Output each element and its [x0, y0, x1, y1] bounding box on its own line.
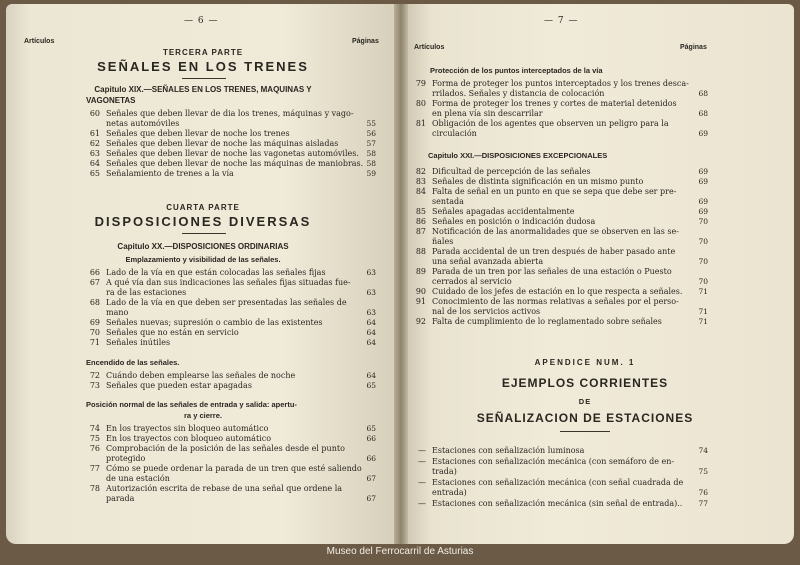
toc-entry-text: Señales que deben llevar de dia los trenes, máquinas y vago-: [106, 109, 354, 118]
page-number: — 6 —: [184, 16, 219, 26]
divider: [182, 78, 226, 79]
toc-entry-number: 80: [415, 99, 426, 108]
toc-entry-text: Autorización escrita de rebase de una señal que ordene la: [106, 484, 343, 493]
toc-entry-number: 73: [89, 381, 100, 390]
toc-entry-page: 69: [698, 167, 708, 176]
toc-entry: [82, 444, 376, 464]
section-heading: Posición normal de las señales de entrada y salida: apertu-: [86, 400, 297, 409]
toc-entry-page: 71: [698, 307, 708, 316]
book-spread: [6, 4, 794, 544]
toc-entry-number: 77: [89, 464, 100, 473]
col-header-paginas: Páginas: [680, 44, 707, 51]
toc-entry: [82, 169, 376, 179]
toc-entry-number: 65: [89, 169, 100, 178]
toc-entry-text-cont: una señal avanzada abierta: [432, 257, 544, 266]
toc-entry-text-cont: ñales: [432, 237, 454, 246]
toc-entry-number: —: [418, 499, 426, 508]
toc-entry-text-cont: parada: [106, 494, 135, 503]
toc-entry-text: Señales que no están en servicio: [106, 328, 239, 337]
toc-entry-text-cont: rrilados. Señales y distancia de colocación: [432, 89, 605, 98]
toc-entry-page: 66: [366, 434, 376, 443]
toc-entry-number: 89: [415, 267, 426, 276]
toc-entry: [82, 278, 376, 298]
toc-entry: [82, 434, 376, 444]
toc-entry-text-cont: en plena vía sin descarrilar: [432, 109, 543, 118]
toc-entry-text-cont: netas automóviles: [106, 119, 180, 128]
toc-entry-text: Falta de cumplimiento de lo reglamentado sobre señales: [432, 317, 662, 326]
toc-entry-text: Estaciones con señalización mecánica (con semáforo de en-: [432, 457, 675, 466]
toc-entry-number: 72: [89, 371, 100, 380]
toc-entry-number: 71: [89, 338, 100, 347]
toc-entry-text: Estaciones con señalización mecánica (con señal cuadrada de: [432, 478, 684, 487]
toc-entry-page: 55: [366, 119, 376, 128]
toc-entry: [408, 267, 708, 287]
toc-entry: [408, 167, 708, 177]
appendix-title: EJEMPLOS CORRIENTES: [501, 376, 669, 390]
toc-entry-text-cont: ra de las estaciones: [106, 288, 187, 297]
toc-entry-number: 64: [89, 159, 100, 168]
toc-entry-number: —: [418, 478, 426, 487]
toc-entry-page: 69: [698, 207, 708, 216]
toc-entry-text: Señales que pueden estar apagadas: [106, 381, 252, 390]
toc-entry-number: 86: [415, 217, 426, 226]
toc-entry-number: 92: [415, 317, 426, 326]
book-gutter: [394, 4, 408, 544]
toc-entry-text-cont: de una estación: [106, 474, 170, 483]
divider: [182, 233, 226, 234]
toc-entry-text-cont: trada): [432, 467, 457, 476]
toc-entry: [408, 227, 708, 247]
toc-entry-number: 67: [89, 278, 100, 287]
toc-entry: [408, 287, 708, 297]
toc-entry-text-cont: circulación: [432, 129, 477, 138]
toc-entry-text: A qué vía dan sus indicaciones las señales fijas situadas fue-: [106, 278, 351, 287]
toc-entry-page: 68: [698, 89, 708, 98]
section-heading: Protección de los puntos interceptados de la vía: [430, 66, 603, 75]
toc-entry-number: 90: [415, 287, 426, 296]
toc-entry: [82, 381, 376, 391]
toc-entry: [408, 478, 708, 498]
toc-entry-number: —: [418, 446, 426, 455]
toc-entry-page: 58: [366, 149, 376, 158]
toc-entry-page: 64: [366, 318, 376, 327]
toc-entry-number: —: [418, 457, 426, 466]
appendix-label: APENDICE NUM. 1: [534, 358, 636, 367]
toc-entry: [82, 338, 376, 348]
toc-entry: [82, 159, 376, 169]
toc-entry-text: Estaciones con señalización luminosa: [432, 446, 585, 455]
toc-entry-number: 74: [89, 424, 100, 433]
toc-entry-number: 76: [89, 444, 100, 453]
toc-entry: [82, 109, 376, 129]
toc-entry-page: 66: [366, 454, 376, 463]
toc-entry-page: 59: [366, 169, 376, 178]
toc-entry: [82, 149, 376, 159]
toc-entry-text: Señales apagadas accidentalmente: [432, 207, 575, 216]
toc-entry-number: 82: [415, 167, 426, 176]
toc-entry: [82, 464, 376, 484]
toc-entry-number: 79: [415, 79, 426, 88]
toc-entry-page: 63: [366, 268, 376, 277]
toc-entry: [408, 99, 708, 119]
toc-entry: [408, 446, 708, 456]
toc-entry-text-cont: protegido: [106, 454, 146, 463]
toc-entry-text: Parada accidental de un tren después de haber pasado ante: [432, 247, 676, 256]
toc-entry-number: 61: [89, 129, 100, 138]
toc-entry: [82, 298, 376, 318]
toc-entry-text: Forma de proteger los puntos interceptados y los trenes desca-: [432, 79, 689, 88]
col-header-articulos: Artículos: [24, 38, 55, 45]
toc-entry-number: 78: [89, 484, 100, 493]
toc-entry: [82, 424, 376, 434]
toc-entry-text: Señales que deben llevar de noche los trenes: [106, 129, 290, 138]
toc-entry: [408, 499, 708, 509]
toc-entry-number: 81: [415, 119, 426, 128]
toc-entry-text-cont: entrada): [432, 488, 467, 497]
toc-entry-number: 88: [415, 247, 426, 256]
part-title: DISPOSICIONES DIVERSAS: [94, 214, 312, 229]
toc-entry-text: Lado de la vía en que deben ser presentadas las señales de: [106, 298, 347, 307]
toc-entry-text: Parada de un tren por las señales de una estación o Puesto: [432, 267, 672, 276]
toc-entry: [408, 119, 708, 139]
toc-entry-page: 68: [698, 109, 708, 118]
toc-entry-text: Señales en posición o indicación dudosa: [432, 217, 596, 226]
toc-entry-text: Señales que deben llevar de noche las máquinas de maniobras.: [106, 159, 364, 168]
toc-entry-text: Cómo se puede ordenar la parada de un tren que esté saliendo: [106, 464, 362, 473]
toc-entry-number: 68: [89, 298, 100, 307]
page-number: — 7 —: [544, 16, 579, 26]
toc-entry: [82, 129, 376, 139]
toc-entry-page: 70: [698, 217, 708, 226]
toc-entry-number: 69: [89, 318, 100, 327]
toc-entry-page: 64: [366, 338, 376, 347]
toc-entry-text: Falta de señal en un punto en que se sepa que debe ser pre-: [432, 187, 677, 196]
toc-entry-page: 71: [698, 317, 708, 326]
toc-entry: [82, 318, 376, 328]
toc-entry-number: 63: [89, 149, 100, 158]
part-label: CUARTA PARTE: [166, 203, 240, 212]
toc-entry-page: 69: [698, 129, 708, 138]
toc-entry: [408, 207, 708, 217]
chapter-heading: Capitulo XXI.—DISPOSICIONES EXCEPCIONALES: [428, 151, 608, 160]
toc-entry-page: 69: [698, 197, 708, 206]
toc-entry-text: Estaciones con señalización mecánica (sin señal de entrada)..: [432, 499, 683, 508]
toc-entry-page: 70: [698, 277, 708, 286]
col-header-articulos: Artículos: [414, 44, 445, 51]
toc-entry: [408, 247, 708, 267]
toc-entry: [408, 217, 708, 227]
toc-entry-text-cont: nal de los servicios activos: [432, 307, 541, 316]
toc-entry-text: En los trayectos con bloqueo automático: [106, 434, 272, 443]
section-heading-cont: ra y cierre.: [184, 411, 222, 420]
toc-entry-text: Lado de la vía en que están colocadas las señales fijas: [106, 268, 326, 277]
toc-entry-page: 67: [366, 494, 376, 503]
toc-entry-number: 84: [415, 187, 426, 196]
toc-entry-text: Señales inútiles: [106, 338, 171, 347]
right-page: [400, 4, 794, 544]
watermark-text: Museo del Ferrocarril de Asturias: [326, 546, 474, 557]
toc-entry: [408, 457, 708, 477]
toc-entry-text-cont: cerrados al servicio: [432, 277, 512, 286]
toc-entry-page: 56: [366, 129, 376, 138]
toc-entry-page: 64: [366, 371, 376, 380]
toc-entry-page: 65: [366, 424, 376, 433]
toc-entry-number: 66: [89, 268, 100, 277]
toc-entry: [82, 484, 376, 504]
chapter-heading-cont: VAGONETAS: [86, 96, 136, 105]
toc-entry-page: 57: [366, 139, 376, 148]
toc-entry-number: 87: [415, 227, 426, 236]
toc-entry-number: 85: [415, 207, 426, 216]
toc-entry: [82, 328, 376, 338]
toc-entry-text: En los trayectos sin bloqueo automático: [106, 424, 269, 433]
toc-entry-number: 62: [89, 139, 100, 148]
section-heading: Emplazamiento y visibilidad de las señales.: [125, 255, 281, 264]
section-heading: Encendido de las señales.: [86, 358, 180, 367]
toc-entry-text: Comprobación de la posición de las señales desde el punto: [106, 444, 345, 453]
toc-entry-number: 70: [89, 328, 100, 337]
chapter-heading: Capitulo XX.—DISPOSICIONES ORDINARIAS: [117, 242, 289, 251]
appendix-subtitle: SEÑALIZACION DE ESTACIONES: [476, 411, 694, 425]
toc-entry-number: 60: [89, 109, 100, 118]
toc-entry-text: Señales que deben llevar de noche las vagonetas automóviles.: [106, 149, 359, 158]
toc-entry: [408, 297, 708, 317]
toc-entry-text: Señales nuevas; supresión o cambio de las existentes: [106, 318, 323, 327]
toc-entry-page: 71: [698, 287, 708, 296]
toc-entry-text: Señales que deben llevar de noche las máquinas aisladas: [106, 139, 339, 148]
appendix-de: DE: [578, 397, 592, 406]
toc-entry-page: 76: [698, 488, 708, 497]
toc-entry-number: 75: [89, 434, 100, 443]
toc-entry-text-cont: mano: [106, 308, 129, 317]
toc-entry-text: Señalamiento de trenes a la vía: [106, 169, 234, 178]
toc-entry-page: 70: [698, 257, 708, 266]
toc-entry-text: Cuidado de los jefes de estación en lo que respecta a señales.: [432, 287, 683, 296]
toc-entry: [408, 317, 708, 327]
toc-entry-text: Cuándo deben emplearse las señales de noche: [106, 371, 296, 380]
toc-entry: [408, 177, 708, 187]
chapter-heading: Capitulo XIX.—SEÑALES EN LOS TRENES, MAQUINAS Y: [94, 85, 312, 94]
toc-entry-page: 74: [698, 446, 708, 455]
toc-entry-page: 67: [366, 474, 376, 483]
toc-entry-text: Conocimiento de las normas relativas a señales por el perso-: [432, 297, 679, 306]
part-title: SEÑALES EN LOS TRENES: [97, 59, 309, 74]
toc-entry-page: 77: [698, 499, 708, 508]
toc-entry-number: 83: [415, 177, 426, 186]
divider: [560, 431, 610, 432]
toc-entry: [408, 187, 708, 207]
part-label: TERCERA PARTE: [162, 48, 244, 57]
toc-entry-page: 58: [366, 159, 376, 168]
col-header-paginas: Páginas: [352, 38, 379, 45]
toc-entry: [408, 79, 708, 99]
toc-entry: [82, 268, 376, 278]
toc-entry-text-cont: sentada: [432, 197, 464, 206]
toc-entry: [82, 139, 376, 149]
toc-entry-text: Notificación de las anormalidades que se observen en las se-: [432, 227, 679, 236]
toc-entry-page: 69: [698, 177, 708, 186]
toc-entry-page: 63: [366, 308, 376, 317]
toc-entry-text: Dificultad de percepción de las señales: [432, 167, 591, 176]
toc-entry-page: 75: [698, 467, 708, 476]
toc-entry-page: 63: [366, 288, 376, 297]
toc-entry-text: Forma de proteger los trenes y cortes de material detenidos: [432, 99, 677, 108]
toc-entry-page: 65: [366, 381, 376, 390]
toc-entry: [82, 371, 376, 381]
toc-entry-text: Señales de distinta significación en un mismo punto: [432, 177, 644, 186]
toc-entry-text: Obligación de los agentes que observen un peligro para la: [432, 119, 669, 128]
toc-entry-page: 64: [366, 328, 376, 337]
toc-entry-page: 70: [698, 237, 708, 246]
toc-entry-number: 91: [415, 297, 426, 306]
left-page: [6, 4, 400, 544]
